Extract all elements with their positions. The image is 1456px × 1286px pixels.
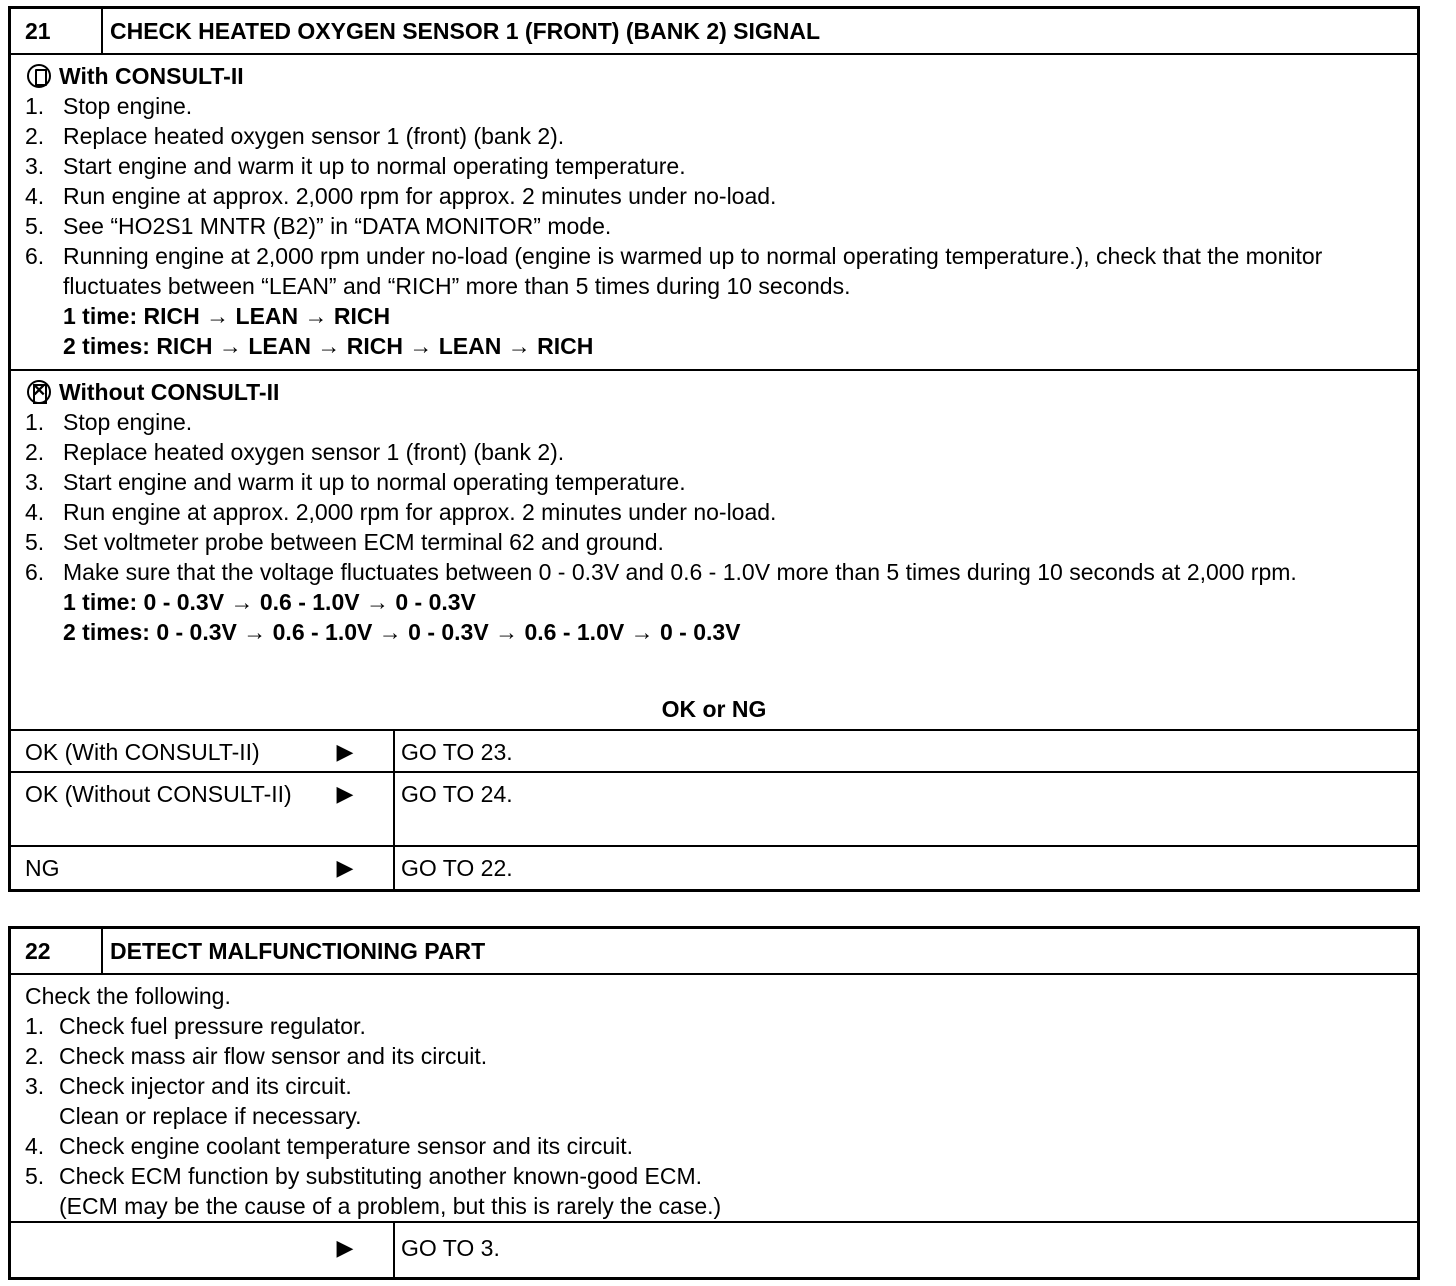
table-row [11,1223,1417,1277]
list-item: 6. Make sure that the voltage fluctuates between 0 - 0.3V and 0.6 - 1.0V more than 5 times during 10 seconds at 2,000 rpm. [25,559,1297,585]
with-consult-label: With CONSULT-II [59,63,244,89]
list-item: 2. Check mass air flow sensor and its circuit. [25,1043,488,1069]
step-continuation: Clean or replace if necessary. [59,1103,362,1129]
without-consult-heading [25,377,1417,407]
table-row [11,731,1417,773]
list-item: 4. Check engine coolant temperature sensor and its circuit. [25,1133,634,1159]
list-item: 3. Start engine and warm it up to normal operating temperature. [25,469,686,495]
check-steps-continued [25,1131,1417,1191]
check-steps [25,1011,1417,1101]
play-arrow-icon: ▶ [336,1235,354,1260]
list-item: 1. Stop engine. [25,409,193,435]
results-table [11,731,1417,891]
step-continuation: (ECM may be the cause of a problem, but this is rarely the case.) [59,1193,722,1219]
result-action: GO TO 23. [401,739,513,765]
result-label: OK (With CONSULT-II) [25,739,260,765]
voltage-1-time: 1 time: 0 - 0.3V → 0.6 - 1.0V → 0 - 0.3V [63,589,476,615]
list-item: 1. Check fuel pressure regulator. [25,1013,366,1039]
table-row [11,847,1417,891]
list-item: 2. Replace heated oxygen sensor 1 (front) (bank 2). [25,439,565,465]
result-label [25,1233,325,1271]
step-title: CHECK HEATED OXYGEN SENSOR 1 (FRONT) (BANK 2) SIGNAL [110,18,821,44]
play-arrow-icon: ▶ [336,855,354,880]
list-item: 6. Running engine at 2,000 rpm under no-load (engine is warmed up to normal operating temperature.), check that the monitor fluctuates between “LEAN” and “RICH” more than 5 times during 10 seconds. [25,243,1323,299]
step-21-block [8,6,1420,892]
result-action: GO TO 22. [401,855,513,881]
step-number: 22 [11,929,103,973]
list-item: 5. Set voltmeter probe between ECM terminal 62 and ground. [25,529,664,555]
result-label: NG [25,855,60,881]
ok-or-ng-label: OK or NG [11,691,1417,731]
list-item: 5. Check ECM function by substituting another known-good ECM. [25,1163,703,1189]
table-row [11,773,1417,847]
with-consult-heading [25,61,1417,91]
rich-lean-2-times: 2 times: RICH → LEAN → RICH → LEAN → RICH [63,333,594,359]
list-item: 3. Start engine and warm it up to normal operating temperature. [25,153,686,179]
intro-text: Check the following. [25,983,231,1009]
list-item: 2. Replace heated oxygen sensor 1 (front) (bank 2). [25,123,565,149]
result-action: GO TO 24. [401,781,513,807]
without-consult-label: Without CONSULT-II [59,379,280,405]
without-consult-steps [25,407,1417,587]
list-item: 3. Check injector and its circuit. [25,1073,352,1099]
malfunction-check-section [11,975,1417,1223]
rich-lean-1-time: 1 time: RICH → LEAN → RICH [63,303,391,329]
result-action: GO TO 3. [401,1235,500,1261]
list-item: 5. See “HO2S1 MNTR (B2)” in “DATA MONITOR” mode. [25,213,612,239]
step-21-header [11,9,1417,55]
without-consult-section [11,371,1417,691]
with-consult-steps [25,91,1417,301]
list-item: 1. Stop engine. [25,93,193,119]
result-label: OK (Without CONSULT-II) [25,781,292,807]
step-22-header [11,929,1417,975]
play-arrow-icon: ▶ [336,781,354,806]
step-title: DETECT MALFUNCTIONING PART [110,938,486,964]
voltage-2-times: 2 times: 0 - 0.3V → 0.6 - 1.0V → 0 - 0.3V → 0.6 - 1.0V → 0 - 0.3V [63,619,741,645]
play-arrow-icon: ▶ [336,739,354,764]
list-item: 4. Run engine at approx. 2,000 rpm for approx. 2 minutes under no-load. [25,499,777,525]
list-item: 4. Run engine at approx. 2,000 rpm for approx. 2 minutes under no-load. [25,183,777,209]
with-consult-section [11,55,1417,371]
step-22-block [8,926,1420,1280]
step-number: 21 [11,9,103,53]
consult-tool-icon [27,64,51,88]
no-consult-tool-icon [27,380,51,404]
